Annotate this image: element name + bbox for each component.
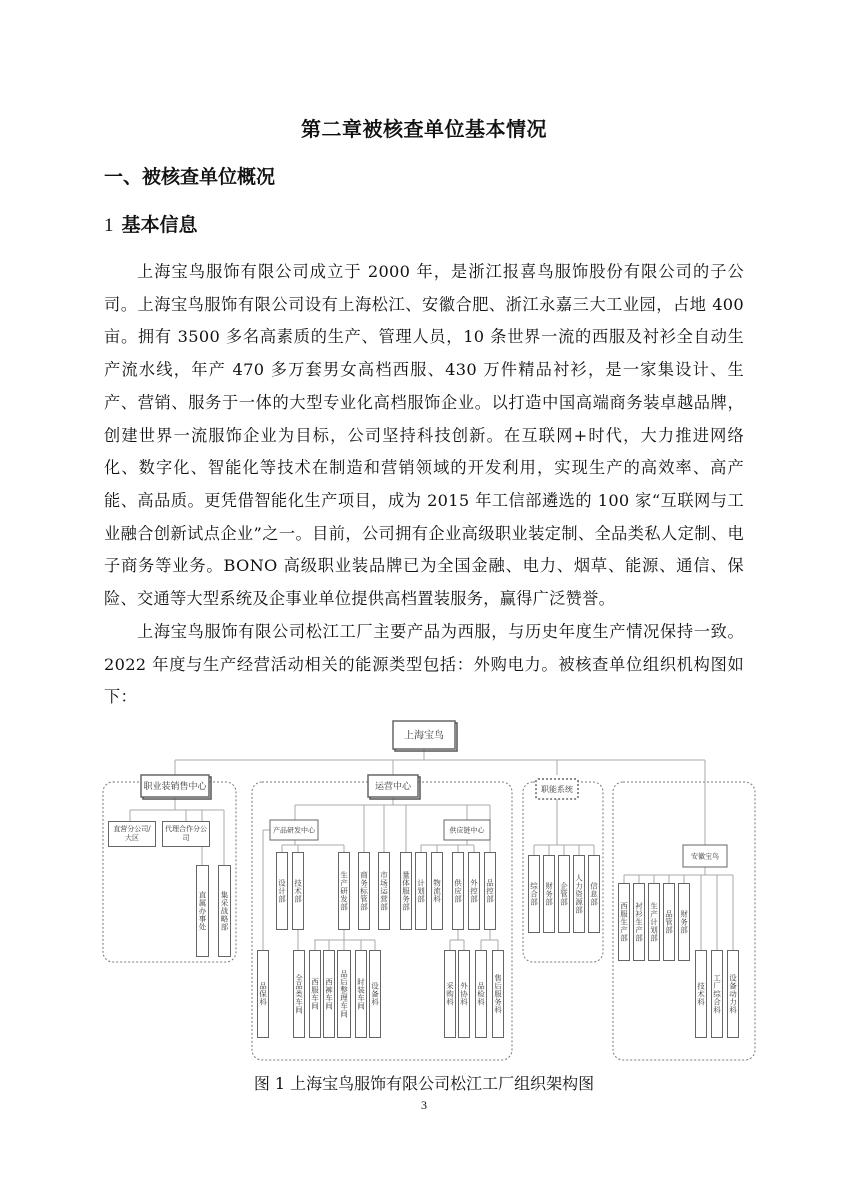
org-workshop-finishing: 品后整理车间 [337, 950, 351, 1038]
org-dept-human-resources: 人力资源部 [573, 855, 585, 933]
org-dept-procurement-strategy: 集采战略部 [218, 865, 231, 957]
org-dept-enterprise-management: 企管部 [558, 855, 570, 933]
org-dept-information: 信息部 [588, 855, 600, 933]
paragraph-energy: 上海宝鸟服饰有限公司松江工厂主要产品为西服，与历史年度生产情况保持一致。2022 年度与生产经营活动相关的能源类型包括：外购电力。被核查单位组织机构图如下： [104, 622, 744, 707]
subsection-title: 基本信息 [121, 214, 198, 236]
org-workshop-all-category: 全品类车间 [293, 950, 305, 1038]
org-node-rd-center [270, 820, 318, 840]
org-workshop-fashion: 时装车间 [355, 950, 367, 1038]
org-dept-tech-section: 技术科 [695, 950, 707, 1038]
org-workshop-suit: 西服车间 [309, 950, 321, 1038]
org-dept-supply: 供应部 [452, 852, 464, 930]
org-dept-technology: 技术部 [292, 852, 304, 930]
org-node-direct-branch: 直营分公司/大区 [108, 821, 156, 847]
chapter-title: 第二章被核查单位基本情况 [301, 117, 547, 141]
subsection-number: 1 [104, 215, 114, 236]
org-dept-finance: 财务部 [543, 855, 555, 933]
org-dept-purchasing: 采购科 [444, 950, 456, 1038]
org-dept-inspection: 品检科 [475, 950, 487, 1038]
org-dept-production-planning: 生产计划部 [648, 883, 660, 961]
org-dept-suit-production: 西服生产部 [618, 883, 630, 961]
org-dept-general-affairs: 综合部 [528, 855, 540, 933]
org-node-label: 运营中心 [374, 782, 412, 793]
org-dept-anhui-finance: 财务部 [678, 883, 690, 961]
org-dept-direct-office: 直属办事处 [196, 865, 209, 957]
subsection-heading [104, 210, 198, 237]
org-dept-outsourcing: 外协科 [458, 950, 470, 1038]
org-dept-after-sales: 售后服务科 [492, 950, 504, 1038]
figure-caption: 图 1 上海宝鸟服饰有限公司松江工厂组织架构图 [253, 1074, 595, 1093]
org-node-ops-center [368, 775, 420, 799]
paragraph-basic-info: 上海宝鸟服饰有限公司成立于 2000 年，是浙江报喜鸟服饰股份有限公司的子公司。上海宝鸟服饰有限公司设有上海松江、安徽合肥、浙江永嘉三大工业园，占地 400 亩。拥有 3500 多名高素质的生产、管理人员，10 条世界一流的西服及衬衫全自动生产流水线，年产 470 多万套男女高档西服、430 万件精品衬衫，是一家集设计、生产、营销、服务于一体的大型专业化高档服饰企业。以打造中国高端商务装卓越品牌，创建世界一流服饰企业为目标，公司坚持科技创新。在互联网+时代，大力推进网络化、数字化、智能化等技术在制造和营销领域的开发利用，实现生产的高效率、高产能、高品质。更凭借智能化生产项目，成为 2015 年工信部遴选的 100 家“互联网与工业融合创新试点企业”之一。目前，公司拥有企业高级职业装定制、全品类私人定制、电子商务等业务。BONO 高级职业装品牌已为全国金融、电力、烟草、能源、通信、保险、交通等大型系统及企事业单位提供高档置装服务，赢得广泛赞誉。 [104, 262, 744, 609]
org-dept-measurement: 量体服务部 [400, 852, 412, 930]
org-root-node [393, 721, 457, 751]
org-node-label: 供应链中心 [449, 826, 485, 835]
org-node-label: 产品研发中心 [273, 826, 315, 835]
org-node-supply-center [444, 820, 490, 840]
org-dept-quality-control: 品控部 [484, 852, 496, 930]
org-dept-external-control: 外控部 [468, 852, 480, 930]
org-chart [100, 715, 760, 1065]
org-dept-planning: 计划部 [415, 852, 427, 930]
org-dept-factory-general: 工厂综合科 [711, 950, 723, 1038]
org-node-agency-branch: 代理合作分公司 [162, 821, 210, 847]
org-workshop-trousers: 西裤车间 [323, 950, 335, 1038]
org-node-anhui [683, 845, 727, 867]
org-dept-market-ops: 市场运营部 [378, 852, 390, 930]
org-node-label: 安徽宝鸟 [691, 852, 719, 861]
page-number: 3 [421, 1098, 427, 1112]
org-node-label: 职能系统 [541, 784, 573, 794]
org-node-functions [536, 779, 578, 799]
org-node-label: 上海宝鸟 [404, 730, 444, 742]
org-dept-shirt-production: 衬衫生产部 [633, 883, 645, 961]
org-dept-equipment-power: 设备动力科 [727, 950, 739, 1038]
org-node-sales-center [141, 775, 211, 799]
org-dept-equipment: 设备科 [369, 950, 381, 1038]
org-dept-logistics: 物流科 [431, 852, 443, 930]
org-dept-production-rd: 生产研发部 [338, 852, 350, 930]
group-frame-sales [103, 782, 236, 962]
org-node-label: 职业装销售中心 [143, 782, 207, 793]
section-heading: 一、被核查单位概况 [104, 166, 276, 188]
org-dept-business-bid: 商务标管部 [358, 852, 370, 930]
org-dept-design: 设计部 [276, 852, 288, 930]
org-dept-quality-assurance: 品保科 [257, 950, 269, 1038]
org-dept-quality-management: 品管部 [663, 883, 675, 961]
